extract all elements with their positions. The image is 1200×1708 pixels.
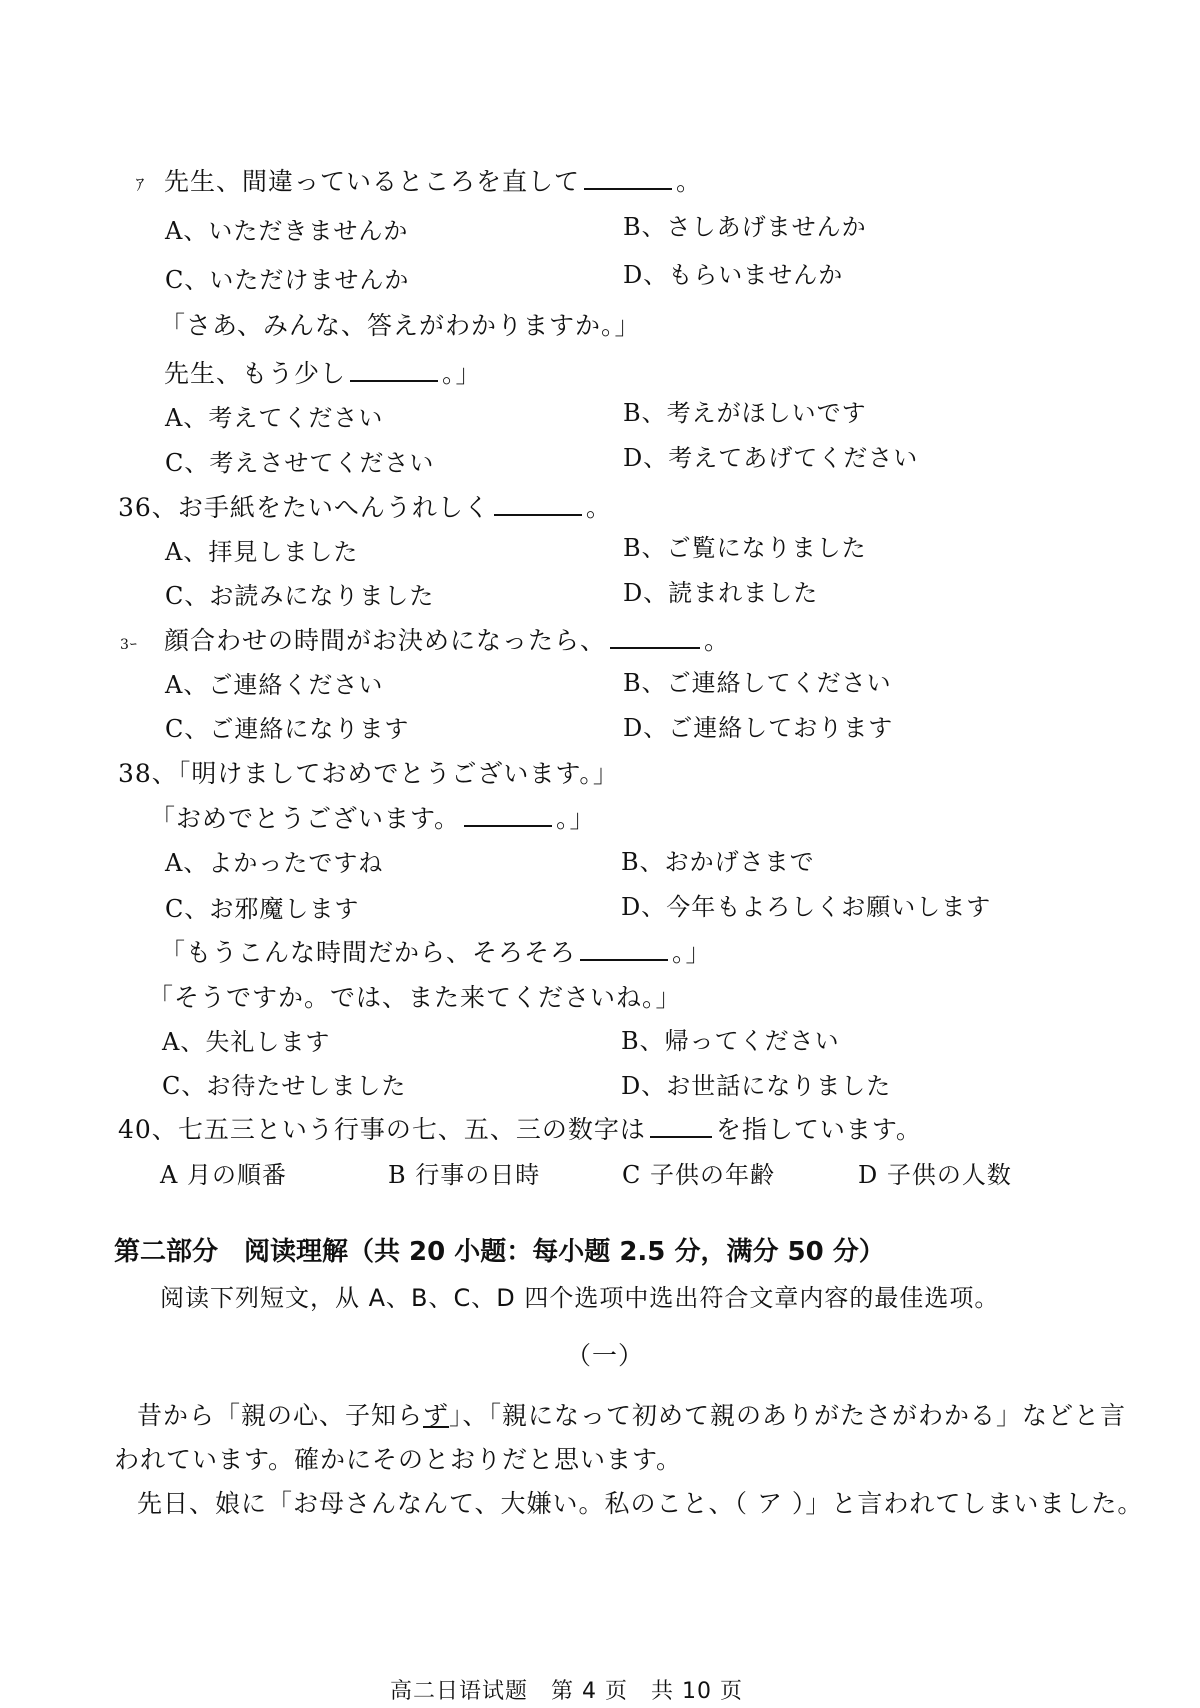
- answer-blank: [580, 937, 668, 961]
- option-b: B、考えがほしいです: [623, 399, 867, 427]
- answer-blank: [610, 625, 700, 649]
- option-b: B、おかげさまで: [621, 848, 815, 876]
- passage-line-1: 昔から「親の心、子知らず」、「親になって初めて親のありがたさがわかる」などと言: [137, 1401, 1127, 1430]
- question-37-stem: 3ｰ 顔合わせの時間がお決めになったら、 。: [120, 625, 730, 661]
- section-title: 第二部分 阅读理解（共 20 小题：每小题 2.5 分，满分 50 分）: [114, 1237, 885, 1267]
- page-footer: 高二日语试题 第 4 页 共 10 页: [390, 1679, 743, 1704]
- option-d: D、考えてあげてください: [623, 444, 919, 472]
- question-number: ｱ: [136, 175, 146, 194]
- question-34-stem: ｱ 先生、間違っているところを直して 。: [136, 166, 702, 201]
- option-c: C、お読みになりました: [165, 582, 435, 610]
- passage-line-3: 先日、娘に「お母さんなんて、大嫌い。私のこと、（ ア ）」と言われてしまいました。: [137, 1489, 1144, 1518]
- question-39-line2: 「そうですか。では、また来てくださいね。」: [148, 983, 682, 1012]
- option-b: B 行事の日時: [388, 1161, 541, 1189]
- question-35-line1: 「さあ、みんな、答えがわかりますか。」: [160, 311, 641, 340]
- option-d: D 子供の人数: [858, 1161, 1012, 1189]
- question-38-line2: 「おめでとうございます。 。」: [150, 804, 596, 833]
- section-instruction: 阅读下列短文，从 A、B、C、D 四个选项中选出符合文章内容的最佳选项。: [160, 1284, 1000, 1312]
- option-b: B、さしあげませんか: [623, 213, 867, 241]
- option-a: A、ご連絡ください: [165, 671, 384, 699]
- question-number: 3ｰ: [120, 637, 138, 653]
- question-36-stem: 36、お手紙をたいへんうれしく 。: [118, 493, 612, 522]
- option-c: C、お待たせしました: [162, 1072, 407, 1100]
- option-c: C、お邪魔します: [165, 895, 360, 923]
- question-38-line1: 38、「明けましておめでとうございます。」: [118, 759, 619, 788]
- question-39-line1: 「もうこんな時間だから、そろそろ 。」: [160, 938, 712, 967]
- answer-blank: [464, 803, 552, 827]
- option-d: D、読まれました: [623, 579, 819, 607]
- passage-line-2: われています。確かにそのとおりだと思います。: [114, 1445, 683, 1474]
- option-c: C、考えさせてください: [165, 449, 435, 477]
- question-number: 40、: [118, 1115, 178, 1144]
- question-number: 38、: [118, 759, 178, 788]
- answer-blank: [650, 1114, 712, 1138]
- option-d: D、もらいませんか: [623, 261, 844, 289]
- question-35-line2: 先生、もう少し 。」: [164, 359, 482, 388]
- option-b: B、ご連絡してください: [623, 669, 892, 697]
- option-a: A 月の順番: [160, 1161, 287, 1189]
- option-c: C 子供の年齢: [622, 1161, 775, 1189]
- option-d: D、今年もよろしくお願いします: [621, 893, 992, 921]
- answer-blank: [350, 358, 438, 382]
- option-c: C、いただけませんか: [165, 266, 410, 294]
- option-a: A、失礼します: [162, 1028, 331, 1056]
- option-a: A、拝見しました: [165, 538, 359, 566]
- option-b: B、帰ってください: [621, 1027, 840, 1055]
- question-number: 36、: [118, 493, 178, 522]
- option-b: B、ご覧になりました: [623, 534, 867, 562]
- answer-blank: [494, 492, 582, 516]
- option-a: A、考えてください: [165, 404, 384, 432]
- option-a: A、よかったですね: [165, 849, 384, 877]
- option-c: C、ご連絡になります: [165, 715, 410, 743]
- answer-blank: [584, 166, 672, 190]
- question-40-stem: 40、七五三という行事の七、五、三の数字は を指しています。: [118, 1115, 922, 1144]
- underlined-text: ず: [423, 1401, 450, 1430]
- option-d: D、お世話になりました: [621, 1072, 892, 1100]
- option-d: D、ご連絡しております: [623, 714, 894, 742]
- option-a: A、いただきませんか: [165, 217, 409, 245]
- passage-subheading: （一）: [566, 1341, 645, 1370]
